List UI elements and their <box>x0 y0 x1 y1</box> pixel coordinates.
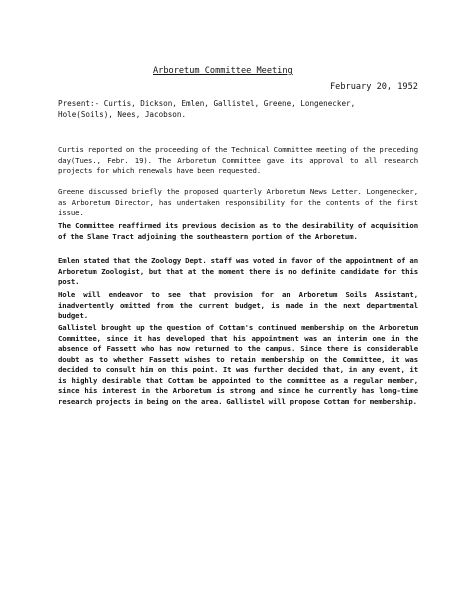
paragraph-technical-committee: Curtis reported on the proceeding of the Technical Committee meeting of the preceding day(Tues., Febr. 19). The Arboretum Committee gave its approval to all research projects for which renewals have been requested. <box>58 145 418 175</box>
document-title: Arboretum Committee Meeting <box>153 66 293 76</box>
meeting-date: February 20, 1952 <box>330 82 418 92</box>
paragraph-zoologist: Emlen stated that the Zoology Dept. staff was voted in favor of the appointment of an Arboretum Zoologist, but that at the moment there is no definite candidate for this post. <box>58 256 418 286</box>
attendees-list: Present:- Curtis, Dickson, Emlen, Gallistel, Greene, Longenecker, Hole(Soils), Nees, Jacobson. <box>58 99 356 119</box>
paragraph-slane-tract: The Committee reaffirmed its previous decision as to the desirability of acquisition of the Slane Tract adjoining the southeastern portion of the Arboretum. <box>58 221 418 241</box>
paragraph-cottam-membership: Gallistel brought up the question of Cottam's continued membership on the Arboretum Committee, since it has developed that his appointment was an interim one in the absence of Fassett who has now returned to the campus. Since there is considerable doubt as to whether Fassett wishes to retain membership on the Committee, it was decided to consult him on this point. It was further decided that, in any event, it is highly desirable that Cottam be appointed to the committee as a regular member, since his interest in the Arboretum is strong and since he currently has long-time research projects in being on the area. Gallistel will propose Cottam for membership. <box>58 323 418 406</box>
paragraph-soils-assistant: Hole will endeavor to see that provision for an Arboretum Soils Assistant, inadvertently omitted from the current budget, is made in the next departmental budget. <box>58 290 418 320</box>
paragraph-news-letter: Greene discussed briefly the proposed quarterly Arboretum News Letter. Longenecker, as Arboretum Director, has undertaken responsibility for the contents of the first issue. <box>58 187 418 217</box>
